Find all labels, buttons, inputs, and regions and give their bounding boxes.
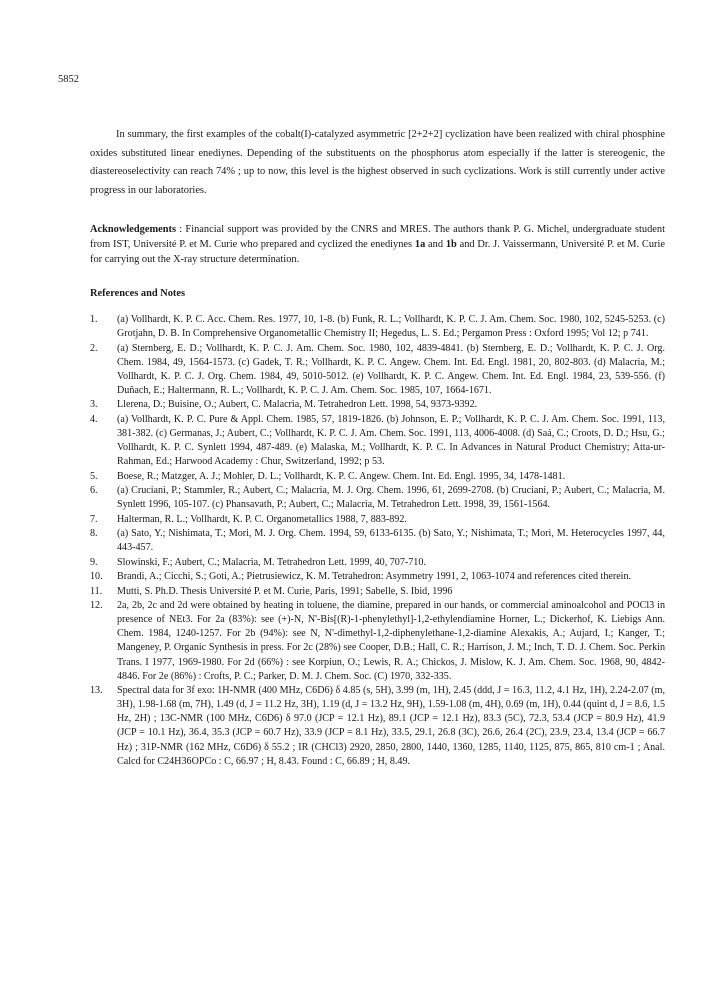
- reference-text: Spectral data for 3f exo: 1H-NMR (400 MHz, C6D6) δ 4.85 (s, 5H), 3.99 (m, 1H), 2.45 (ddd, J = 16.3, 11.2, 4.1 Hz, 1H), 2.24-2.07 (m, 3H), 1.98-1.68 (m, 7H), 1.49 (d, J = 11.2 Hz, 3H), 1.19 (d, J = 13.2 Hz, 9H), 1.59-1.08 (m, 4H), 0.69 (m, 1H), 0.44 (quint d, J = 8.6, 1.5 Hz, 2H) ; 13C-NMR (100 MHz, C6D6) δ 97.0 (JCP = 12.1 Hz), 89.1 (JCP = 12.1 Hz), 83.3 (5C), 72.3, 53.4 (JCP = 80.9 Hz), 41.9 (JCP = 10.1 Hz), 36.4, 35.3 (JCP = 60.7 Hz), 33.9 (JCP = 8.1 Hz), 33.5, 29.1, 26.8 (3C), 26.6, 26.4 (2C), 23.9, 23.4, 13.4 (JCP = 66.7 Hz) ; 31P-NMR (162 MHz, C6D6) δ 55.2 ; IR (CHCl3) 2920, 2850, 2800, 1440, 1360, 1285, 1140, 1125, 875, 865, 810 cm-1 ; Anal. Calcd for C24H36OPCo : C, 66.97 ; H, 8.43. Found : C, 66.89 ; H, 8.49.: [117, 685, 665, 767]
- reference-number: 3.: [90, 399, 98, 411]
- reference-number: 8.: [90, 528, 98, 540]
- reference-item: [90, 513, 665, 527]
- acknowledgements-text-end: and Dr. J. Vaissermann, Université P. et M. Curie for carrying out the X-ray structure determination.: [90, 239, 665, 266]
- reference-number: 6.: [90, 485, 98, 497]
- reference-text: (a) Vollhardt, K. P. C. Pure & Appl. Chem. 1985, 57, 1819-1826. (b) Johnson, E. P.; Vollhardt, K. P. C. J. Am. Chem. Soc. 1991, 113, 381-382. (c) Germanas, J.; Aubert, C.; Vollhardt, K. P. C. J. Am. Chem. Soc. 1991, 113, 4006-4008. (d) Saá, C.; Croots, D. D.; Hsu, G.; Vollhardt, K. P. C. Synlett 1994, 487-489. (e) Malaska, M.; Vollhardt, K. P. C. In Advances in Natural Product Chemistry; Atta-ur-Rahman, Ed.; Harwood Academy : Chur, Switzerland, 1992; p 53.: [117, 413, 665, 468]
- reference-text: Brandi, A.; Cicchi, S.; Goti, A.; Pietrusiewicz, K. M. Tetrahedron: Asymmetry 1991, 2, 1063-1074 and references cited therein.: [117, 571, 632, 583]
- reference-number: 7.: [90, 513, 98, 525]
- acknowledgements-paragraph: [90, 222, 665, 268]
- summary-paragraph: [90, 126, 665, 200]
- acknowledgements-text: : Financial support was provided by the CNRS and MRES. The authors thank P. G. Michel, undergraduate student from IST, Université P. et M. Curie who prepared and cyclized the enediynes: [90, 224, 665, 251]
- reference-text: Mutti, S. Ph.D. Thesis Université P. et M. Curie, Paris, 1991; Sabelle, S. Ibid, 1996: [117, 585, 453, 597]
- reference-text: 2a, 2b, 2c and 2d were obtained by heating in toluene, the diamine, prepared in our hands, or commercial aminoalcohol and POCl3 in presence of NEt3. For 2a (83%): see (+)-N, N'-Bis[(R)-1-phenylethyl]-1,2-ethylendiamine Horner, L.; Dickerhof, K. Liebigs Ann. Chem. 1984, 1240-1257. For 2b (94%): see N, N'-dimethyl-1,2-diphenylethane-1,2-diamine Alexakis, A.; Aujard, I.; Kanger, T.; Mangeney, P. Organic Synthesis in press. For 2c (28%) see Cooper, D.B.; Hall, C. R.; Harrison, J. M.; Inch, T. D. J. Chem. Soc. Perkin Trans. I 1977, 1969-1980. For 2d (66%) : see Korpiun, O.; Lewis, R. A.; Chickos, J. Mislow, K. J. Am. Chem. Soc. 1968, 90, 4842-4846. For 2e (86%) : Crofts, P. C.; Parker, D. M. J. Chem. Soc. (C) 1970, 332-335.: [117, 600, 665, 682]
- reference-item: [90, 585, 665, 599]
- summary-text: In summary, the first examples of the cobalt(I)-catalyzed asymmetric [2+2+2] cyclization have been realized with chiral phosphine oxides substituted linear enediynes. Depending of the substituents on the phosphorus atom especially if the latter is stereogenic, the diastereoselectivity can reach 74% ; up to now, this level is the highest observed in such cyclizations. Work is still currently under active progress in our laboratories.: [90, 129, 665, 196]
- reference-text: Slowinski, F.; Aubert, C.; Malacria, M. Tetrahedron Lett. 1999, 40, 707-710.: [117, 556, 426, 568]
- acknowledgements-and: and: [425, 239, 446, 251]
- reference-item: [90, 413, 665, 469]
- reference-number: 4.: [90, 413, 98, 425]
- reference-item: [90, 570, 665, 584]
- reference-number: 2.: [90, 342, 98, 354]
- reference-item: [90, 313, 665, 341]
- acknowledgements-label: Acknowledgements: [90, 224, 177, 235]
- reference-text: Llerena, D.; Buisine, O.; Aubert, C. Malacria, M. Tetrahedron Lett. 1998, 54, 9373-9392.: [117, 399, 478, 411]
- reference-item: [90, 470, 665, 484]
- reference-text: (a) Sternberg, E. D.; Vollhardt, K. P. C. J. Am. Chem. Soc. 1980, 102, 4839-4841. (b) Sternberg, E. D.; Vollhardt, K. P. C. J. Org. Chem. 1984, 49, 1564-1573. (c) Gadek, T. R.; Vollhardt, K. P. C. Angew. Chem. Int. Ed. Engl. 1981, 20, 802-803. (d) Malacria, M.; Vollhardt, K. P. C. J. Org. Chem. 1984, 49, 5010-5012. (e) Vollhardt, K. P. C. Angew. Chem. Int. Ed. Engl. 1984, 23, 539-556. (f) Duñach, E.; Haltermann, R. L.; Vollhardt, K. P. C. J. Am. Chem. Soc. 1985, 107, 1664-1671.: [117, 342, 665, 396]
- reference-text: Halterman, R. L.; Vollhardt, K. P. C. Organometallics 1988, 7, 883-892.: [117, 513, 407, 525]
- reference-item: [90, 527, 665, 555]
- reference-text: (a) Sato, Y.; Nishimata, T.; Mori, M. J. Org. Chem. 1994, 59, 6133-6135. (b) Sato, Y.; Nishimata, T.; Mori, M. Heterocycles 1997, 44, 443-457.: [117, 528, 665, 554]
- reference-number: 9.: [90, 556, 98, 568]
- page-number: 5852: [58, 74, 79, 85]
- reference-item: [90, 398, 665, 412]
- reference-item: [90, 342, 665, 398]
- reference-number: 10.: [90, 571, 103, 583]
- compound-1a: 1a: [414, 239, 426, 251]
- reference-number: 5.: [90, 470, 98, 482]
- reference-item: [90, 556, 665, 570]
- reference-text: (a) Cruciani, P.; Stammler, R.; Aubert, C.; Malacria, M. J. Org. Chem. 1996, 61, 2699-2708. (b) Cruciani, P.; Aubert, C.; Malacria, M. Synlett 1996, 105-107. (c) Phansavath, P.; Aubert, C.; Malacria, M. Tetrahedron Lett. 1998, 39, 1561-1564.: [117, 485, 665, 511]
- reference-text: Boese, R.; Matzger, A. J.; Mohler, D. L.; Vollhardt, K. P. C. Angew. Chem. Int. Ed. Engl. 1995, 34, 1478-1481.: [117, 470, 566, 482]
- compound-1b: 1b: [445, 239, 457, 251]
- reference-number: 11.: [90, 585, 103, 597]
- references-heading: References and Notes: [90, 288, 186, 299]
- reference-item: [90, 684, 665, 769]
- reference-item: [90, 484, 665, 512]
- reference-number: 12.: [90, 600, 103, 612]
- reference-number: 13.: [90, 685, 103, 697]
- reference-number: 1.: [90, 314, 98, 325]
- reference-text: (a) Vollhardt, K. P. C. Acc. Chem. Res. 1977, 10, 1-8. (b) Funk, R. L.; Vollhardt, K. P. C. J. Am. Chem. Soc. 1980, 102, 5245-5253. (c) Grotjahn, D. B. In Comprehensive Organometallic Chemistry II; Hegedus, L. S. Ed.; Pergamon Press : Oxford 1995; Vol 12; p 741.: [117, 314, 665, 340]
- references-list: [90, 313, 665, 769]
- reference-item: [90, 599, 665, 684]
